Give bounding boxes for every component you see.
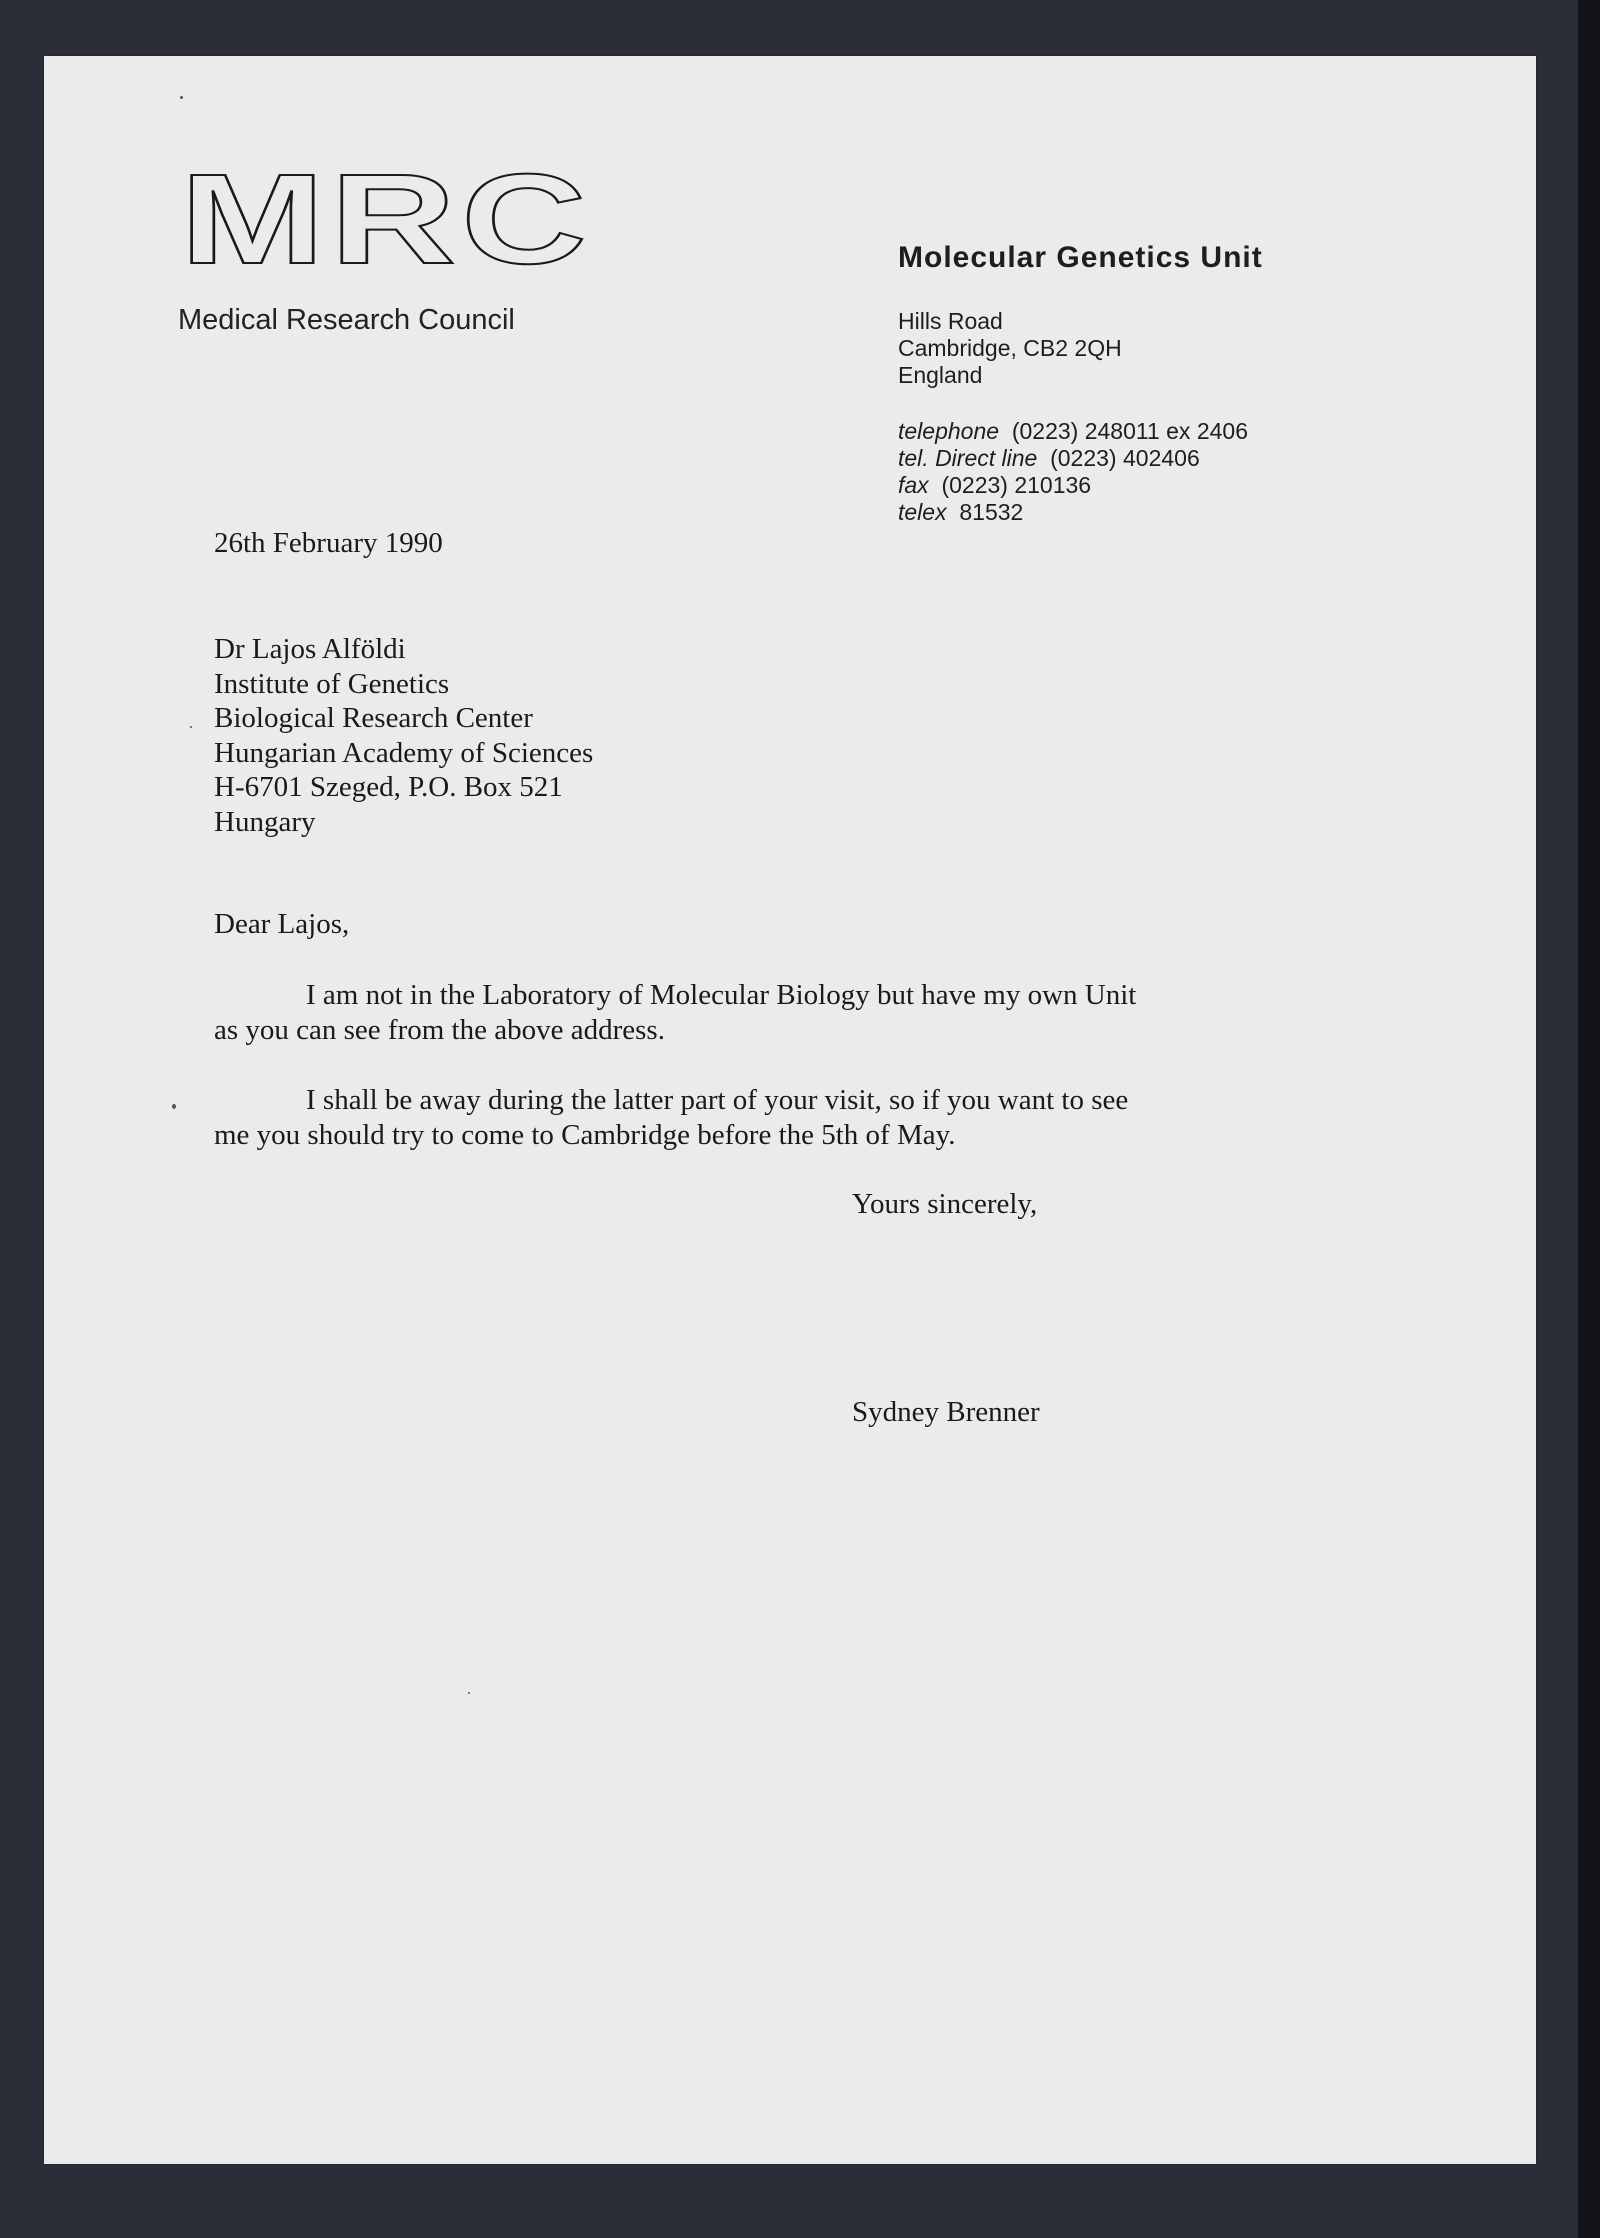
- paper-speck: [190, 726, 192, 728]
- unit-title: Molecular Genetics Unit: [898, 241, 1263, 274]
- recipient-line: H-6701 Szeged, P.O. Box 521: [214, 771, 563, 803]
- contact-value: (0223) 248011 ex 2406: [1011, 418, 1248, 444]
- signature-name: Sydney Brenner: [852, 1396, 1040, 1428]
- contact-label: tel. Direct line: [898, 445, 1038, 471]
- letter-date: 26th February 1990: [214, 527, 443, 559]
- address-line: Cambridge, CB2 2QH: [898, 335, 1122, 361]
- body-paragraph: [214, 1083, 1334, 1152]
- contact-value: (0223) 210136: [941, 472, 1092, 498]
- paragraph-line: I shall be away during the latter part of your visit, so if you want to see: [306, 1084, 1129, 1116]
- contact-telephone: [898, 418, 1248, 445]
- body-paragraph: [214, 978, 1334, 1047]
- paragraph-line: I am not in the Laboratory of Molecular Biology but have my own Unit: [306, 979, 1137, 1011]
- paragraph-line: me you should try to come to Cambridge before the 5th of May.: [214, 1118, 956, 1151]
- recipient-line: Biological Research Center: [214, 702, 533, 734]
- recipient-line: Hungary: [214, 805, 316, 838]
- organization-name: Medical Research Council: [178, 304, 515, 336]
- paragraph-line: as you can see from the above address.: [214, 1013, 665, 1046]
- mrc-logo: [176, 100, 616, 285]
- contact-fax: [898, 472, 1248, 499]
- contact-label: telephone: [898, 418, 1000, 444]
- paper-speck: [468, 1692, 470, 1694]
- address-line: England: [898, 362, 983, 388]
- salutation: Dear Lajos,: [214, 908, 350, 940]
- contact-details: [898, 418, 1248, 526]
- recipient-line: Institute of Genetics: [214, 667, 450, 700]
- recipient-address: [214, 632, 593, 839]
- scan-background-edge: [1578, 0, 1600, 2238]
- address-line: Hills Road: [898, 308, 1003, 334]
- unit-address: [898, 308, 1122, 389]
- recipient-line: Hungarian Academy of Sciences: [214, 736, 594, 769]
- contact-label: telex: [898, 499, 947, 525]
- closing: Yours sincerely,: [852, 1188, 1038, 1220]
- contact-value: 81532: [959, 499, 1024, 525]
- contact-label: fax: [898, 472, 929, 498]
- recipient-line: Dr Lajos Alföldi: [214, 633, 406, 665]
- paper-speck: [180, 96, 183, 99]
- contact-value: (0223) 402406: [1050, 445, 1200, 471]
- contact-direct-line: [898, 445, 1248, 472]
- paper-speck: [172, 1104, 176, 1109]
- mrc-logo-text: MRC: [180, 148, 592, 280]
- contact-telex: [898, 499, 1248, 526]
